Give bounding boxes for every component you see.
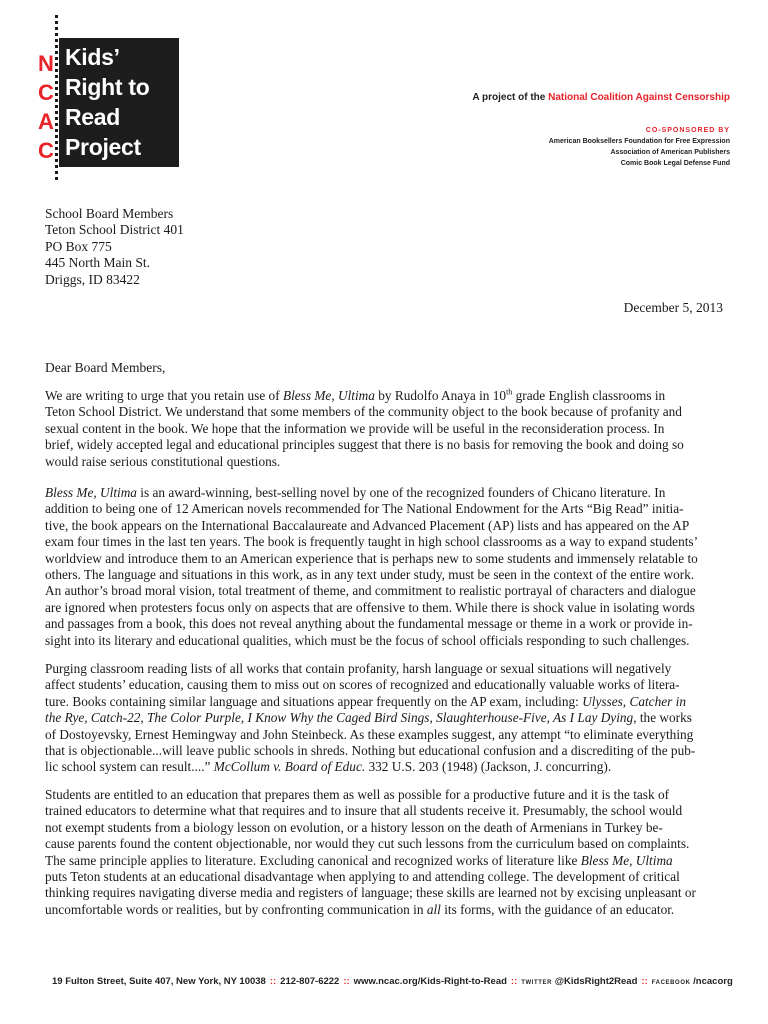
twitter-label: TWITTER — [521, 980, 553, 986]
paragraph-1 — [45, 388, 723, 470]
text-line: trained educators to determine what that requires and to insure that all students receive it. Presumably, the school would — [45, 803, 683, 819]
text-line: that is objectionable...will leave public schools in shreds. Nothing but educational confusion and a discrediting of the pub- — [45, 743, 696, 759]
text-line — [45, 902, 723, 918]
address-line: PO Box 775 — [45, 238, 112, 254]
footer-contact-bar — [52, 976, 733, 987]
text-line: Students are entitled to an education that prepares them as well as possible for a productive future and it is the task of — [45, 787, 670, 802]
cosponsored-label: CO-SPONSORED BY — [645, 127, 730, 134]
dotted-divider — [55, 15, 58, 180]
text-line: thinking requires navigating diverse media and registers of language; these skills are learned not by excising unpleasant or — [45, 885, 696, 901]
paragraph-2 — [45, 485, 723, 649]
ncac-letter: C — [38, 138, 54, 163]
project-org: National Coalition Against Censorship — [548, 92, 730, 103]
emphasis: all — [426, 901, 441, 917]
text-line: are ignored when protesters focus only on aspects that are offensive to them. While there is shock value in isolating words — [45, 599, 695, 615]
text-line: addition to being one of 12 American novels recommended for The National Endowment for the Arts “Big Read” initia- — [45, 501, 684, 517]
footer-url[interactable]: www.ncac.org/Kids-Right-to-Read — [353, 976, 507, 987]
text-run: The same principle applies to literature. Excluding canonical and recognized works of literature like — [45, 852, 581, 868]
facebook-label: FACEBOOK — [651, 980, 691, 986]
footer-twitter[interactable] — [521, 976, 637, 987]
text-line — [45, 694, 723, 710]
book-title: Bless Me, Ultima — [282, 388, 375, 403]
footer-separator: :: — [510, 976, 518, 987]
text-run: , the works — [633, 710, 692, 726]
footer-separator: :: — [269, 976, 277, 987]
cosponsor-block — [549, 125, 730, 169]
recipient-address — [45, 206, 184, 288]
footer-separator: :: — [641, 976, 648, 987]
letter-date: December 5, 2013 — [623, 300, 723, 315]
address-line: 445 North Main St. — [45, 255, 151, 271]
text-line: sexual content in the book. We hope that the information we provide will be useful in the reconsideration process. In — [45, 420, 665, 436]
paragraph-4 — [45, 787, 723, 918]
text-line: tive, the book appears on the International Baccalaureate and Advanced Placement (AP) lists and has appeared on the AP — [45, 517, 690, 533]
text-line: worldview and introduce them to an American experience that is perhaps new to some students and immensely relatable to — [45, 550, 698, 566]
text-line: brief, widely accepted legal and educational principles suggest that there is no basis for removing the book and doing so — [45, 437, 684, 453]
text-line: and passages from a book, this does not reveal anything about the fundamental message or theme in a work or provide in- — [45, 616, 693, 632]
text-line: others. The language and situations in this work, as in any text under study, must be seen in the context of the entire work. — [45, 567, 695, 583]
cosponsor-item: Association of American Publishers — [610, 149, 730, 156]
text-line — [45, 710, 723, 726]
address-line: School Board Members — [45, 206, 174, 221]
kids-right-to-read-logo — [59, 38, 179, 167]
cosponsor-item: Comic Book Legal Defense Fund — [620, 160, 730, 167]
text-run: grade English classrooms in — [512, 388, 666, 403]
text-line — [45, 759, 723, 775]
text-line — [45, 485, 723, 501]
facebook-handle: /ncacorg — [693, 976, 733, 987]
text-line — [45, 388, 723, 404]
text-line: sight into its literary and educational qualities, which must be the focus of school officials responding to such challenges. — [45, 632, 690, 648]
text-run: is an award-winning, best-selling novel by one of the recognized founders of Chicano literature. In — [136, 485, 666, 500]
text-run: its forms, with the guidance of an educator. — [440, 901, 675, 917]
text-run: by Rudolfo Anaya in 10 — [374, 388, 507, 403]
footer-phone: 212-807-6222 — [280, 976, 340, 987]
text-run: uncomfortable words or realities, but by confronting communication in — [45, 901, 427, 917]
footer-facebook[interactable] — [652, 976, 733, 987]
text-line: not exempt students from a biology lesson on evolution, or a history lesson on the death of Armenians in Turkey be- — [45, 819, 663, 835]
ncac-letter: N — [38, 51, 54, 76]
superscript: th — [506, 387, 513, 397]
cosponsor-item: American Booksellers Foundation for Free Expression — [548, 138, 730, 145]
text-line: would raise serious constitutional questions. — [45, 453, 281, 469]
address-line: Teton School District 401 — [45, 222, 184, 238]
text-line: Purging classroom reading lists of all works that contain profanity, harsh language or sexual situations will negatively — [45, 661, 672, 676]
logo-line: Project — [65, 134, 141, 160]
ncac-logo-letters — [37, 49, 55, 165]
text-line: exam four times in the last ten years. The book is frequently taught in high school classrooms as a way to expand students’ — [45, 534, 699, 550]
text-line: puts Teton students at an educational disadvantage when applying to and attending college. The development of critical — [45, 869, 680, 885]
twitter-handle: @KidsRight2Read — [554, 976, 638, 987]
book-titles: Ulysses, Catcher in — [582, 693, 686, 709]
ncac-letter: A — [38, 109, 54, 134]
text-run: We are writing to urge that you retain use of — [45, 388, 283, 403]
footer-address: 19 Fulton Street, Suite 407, New York, NY 10038 — [52, 976, 266, 987]
text-line: of Dostoyevsky, Ernest Hemingway and John Steinbeck. As these examples suggest, any attempt “to eliminate everything — [45, 726, 694, 742]
text-run: lic school system can result....” — [45, 759, 214, 775]
book-title: Bless Me, Ultima — [580, 852, 673, 868]
text-line: cause parents found the content objectionable, nor would they cut such lessons from the curriculum based on complaints. — [45, 836, 690, 852]
logo-line: Kids’ — [65, 44, 120, 70]
text-run: 332 U.S. 203 (1948) (Jackson, J. concurring). — [365, 759, 612, 775]
salutation: Dear Board Members, — [45, 360, 166, 375]
text-line — [45, 853, 723, 869]
text-line: An author’s broad moral vision, total treatment of theme, and commitment to realistic portrayal of characters and dialogue — [45, 583, 696, 599]
text-line: affect students’ education, causing them to miss out on scores of recognized and educationally valuable works of litera- — [45, 677, 680, 693]
book-titles: the Rye, Catch-22, The Color Purple, I Know Why the Caged Bird Sings, Slaughterhouse-Five, As I Lay Dying — [45, 710, 634, 726]
case-citation: McCollum v. Board of Educ. — [213, 759, 366, 775]
footer-separator: :: — [343, 976, 350, 987]
logo-line: Right to — [65, 74, 150, 100]
project-of-line — [472, 92, 730, 103]
address-line: Driggs, ID 83422 — [45, 271, 140, 287]
text-run: ture. Books containing similar language and situations appear frequently on the AP exam, including: — [45, 693, 583, 709]
project-prefix: A project of the — [472, 92, 549, 103]
text-line: Teton School District. We understand that some members of the community object to the book because of profanity and — [45, 404, 682, 420]
ncac-letter: C — [38, 80, 54, 105]
book-title: Bless Me, Ultima — [45, 485, 137, 500]
logo-line: Read — [65, 104, 121, 130]
paragraph-3 — [45, 661, 723, 776]
